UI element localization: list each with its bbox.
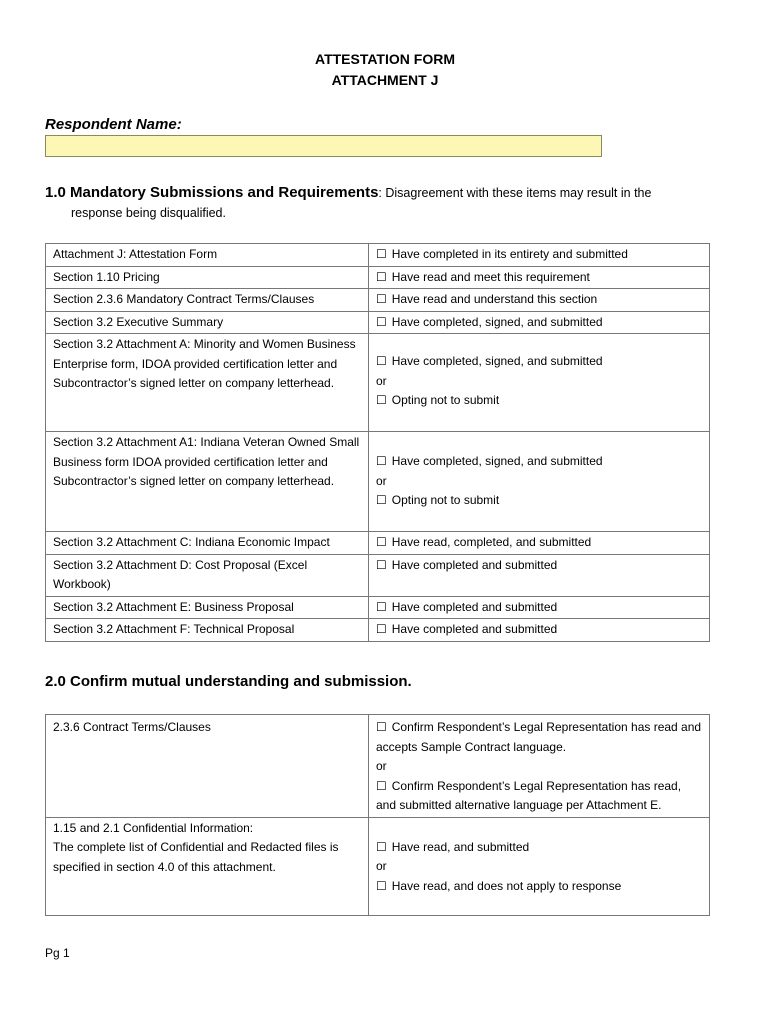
table-row [46, 432, 710, 532]
checkbox-icon[interactable]: ☐ [376, 535, 387, 549]
options-cell [369, 311, 710, 334]
options-cell [369, 596, 710, 619]
checkbox-option[interactable] [376, 245, 702, 265]
table-row [46, 532, 710, 555]
mutual-understanding-table [45, 714, 710, 916]
checkbox-option[interactable] [376, 556, 702, 576]
checkbox-option[interactable] [376, 352, 702, 372]
checkbox-icon[interactable]: ☐ [376, 314, 387, 329]
option-label: Have completed, signed, and submitted [391, 454, 603, 468]
option-label: Have read, and does not apply to response [391, 878, 622, 893]
table-row [46, 289, 710, 312]
option-label: Have completed in its entirety and submitted [391, 247, 628, 261]
item-cell: Section 3.2 Attachment F: Technical Proposal [46, 619, 369, 642]
checkbox-option[interactable] [376, 718, 702, 757]
checkbox-option[interactable] [376, 533, 702, 553]
options-cell [369, 432, 710, 532]
options-cell [369, 554, 710, 596]
checkbox-option[interactable] [376, 777, 702, 816]
table-row [46, 334, 710, 432]
or-separator: or [376, 473, 387, 488]
item-cell: Section 3.2 Attachment A: Minority and Women Business Enterprise form, IDOA provided certification letter and Subcontractor’s signed letter on company letterhead. [46, 334, 369, 432]
checkbox-option[interactable] [376, 877, 702, 897]
section1-heading-block [45, 183, 725, 223]
or-separator: or [376, 859, 387, 873]
mandatory-submissions-table [45, 243, 710, 642]
option-label: Opting not to submit [391, 393, 500, 407]
option-label: Confirm Respondent’s Legal Representation has read and accepts Sample Contract language. [376, 720, 702, 754]
options-cell [369, 334, 710, 432]
option-label: Have completed, signed, and submitted [391, 314, 603, 329]
checkbox-icon[interactable]: ☐ [376, 454, 387, 468]
option-label: Have completed and submitted [391, 599, 558, 614]
checkbox-icon[interactable]: ☐ [376, 557, 387, 572]
checkbox-option[interactable] [376, 391, 702, 411]
options-cell [369, 532, 710, 555]
item-cell: Section 1.10 Pricing [46, 266, 369, 289]
checkbox-icon[interactable]: ☐ [376, 599, 387, 614]
option-label: Have completed and submitted [391, 557, 558, 572]
table-row [46, 266, 710, 289]
item-cell: Section 3.2 Attachment E: Business Proposal [46, 596, 369, 619]
checkbox-option[interactable] [376, 838, 702, 858]
checkbox-icon[interactable]: ☐ [376, 778, 387, 793]
table-row [46, 817, 710, 915]
checkbox-option[interactable] [376, 452, 702, 472]
checkbox-icon[interactable]: ☐ [376, 247, 387, 261]
table-row [46, 619, 710, 642]
options-cell [369, 289, 710, 312]
item-cell: Section 3.2 Attachment C: Indiana Economic Impact [46, 532, 369, 555]
respondent-name-input[interactable] [45, 135, 602, 157]
or-separator: or [376, 759, 387, 773]
item-cell: Section 2.3.6 Mandatory Contract Terms/Clauses [46, 289, 369, 312]
respondent-name-label: Respondent Name: [45, 116, 182, 133]
form-subtitle: ATTACHMENT J [331, 72, 439, 88]
checkbox-icon[interactable]: ☐ [376, 839, 387, 854]
option-label: Opting not to submit [391, 493, 500, 507]
option-label: Have completed and submitted [391, 622, 558, 636]
checkbox-icon[interactable]: ☐ [376, 493, 387, 507]
section2-heading: 2.0 Confirm mutual understanding and submission. [45, 673, 412, 690]
table-row [46, 244, 710, 267]
section1-description-cont: response being disqualified. [71, 206, 226, 220]
section1-description: : Disagreement with these items may result in the [378, 186, 652, 200]
item-line: The complete list of Confidential and Redacted files is specified in section 4.0 of this attachment. [53, 840, 339, 874]
item-cell: Attachment J: Attestation Form [46, 244, 369, 267]
checkbox-icon[interactable]: ☐ [376, 393, 387, 407]
checkbox-option[interactable] [376, 598, 702, 618]
checkbox-icon[interactable]: ☐ [376, 622, 387, 636]
table-row [46, 554, 710, 596]
item-line: 1.15 and 2.1 Confidential Information: [53, 820, 254, 835]
page-number: Pg 1 [45, 946, 70, 960]
option-label: Have read and meet this requirement [391, 269, 590, 284]
options-cell [369, 244, 710, 267]
option-label: Have read, completed, and submitted [391, 535, 592, 549]
checkbox-icon[interactable]: ☐ [376, 354, 387, 368]
option-label: Confirm Respondent’s Legal Representation has read, and submitted alternative language per Attachment E. [376, 778, 682, 812]
checkbox-icon[interactable]: ☐ [376, 720, 387, 734]
item-cell: Section 3.2 Executive Summary [46, 311, 369, 334]
item-cell: Section 3.2 Attachment D: Cost Proposal (Excel Workbook) [46, 554, 369, 596]
options-cell [369, 266, 710, 289]
table-row [46, 715, 710, 818]
item-cell: 2.3.6 Contract Terms/Clauses [46, 715, 369, 818]
option-label: Have read and understand this section [391, 292, 598, 306]
option-label: Have read, and submitted [391, 839, 530, 854]
item-cell: Section 3.2 Attachment A1: Indiana Veteran Owned Small Business form IDOA provided certification letter and Subcontractor’s signed letter on company letterhead. [46, 432, 369, 532]
table-row [46, 311, 710, 334]
form-title: ATTESTATION FORM [315, 51, 455, 67]
checkbox-option[interactable] [376, 313, 702, 333]
or-separator: or [376, 373, 387, 388]
item-cell [46, 817, 369, 915]
checkbox-icon[interactable]: ☐ [376, 269, 387, 284]
checkbox-icon[interactable]: ☐ [376, 878, 387, 893]
checkbox-option[interactable] [376, 290, 702, 310]
checkbox-option[interactable] [376, 491, 702, 511]
options-cell [369, 619, 710, 642]
checkbox-option[interactable] [376, 620, 702, 640]
option-label: Have completed, signed, and submitted [391, 354, 603, 368]
checkbox-option[interactable] [376, 268, 702, 288]
checkbox-icon[interactable]: ☐ [376, 292, 387, 306]
options-cell [369, 715, 710, 818]
options-cell [369, 817, 710, 915]
section1-heading: 1.0 Mandatory Submissions and Requirements [45, 184, 379, 201]
table-row [46, 596, 710, 619]
